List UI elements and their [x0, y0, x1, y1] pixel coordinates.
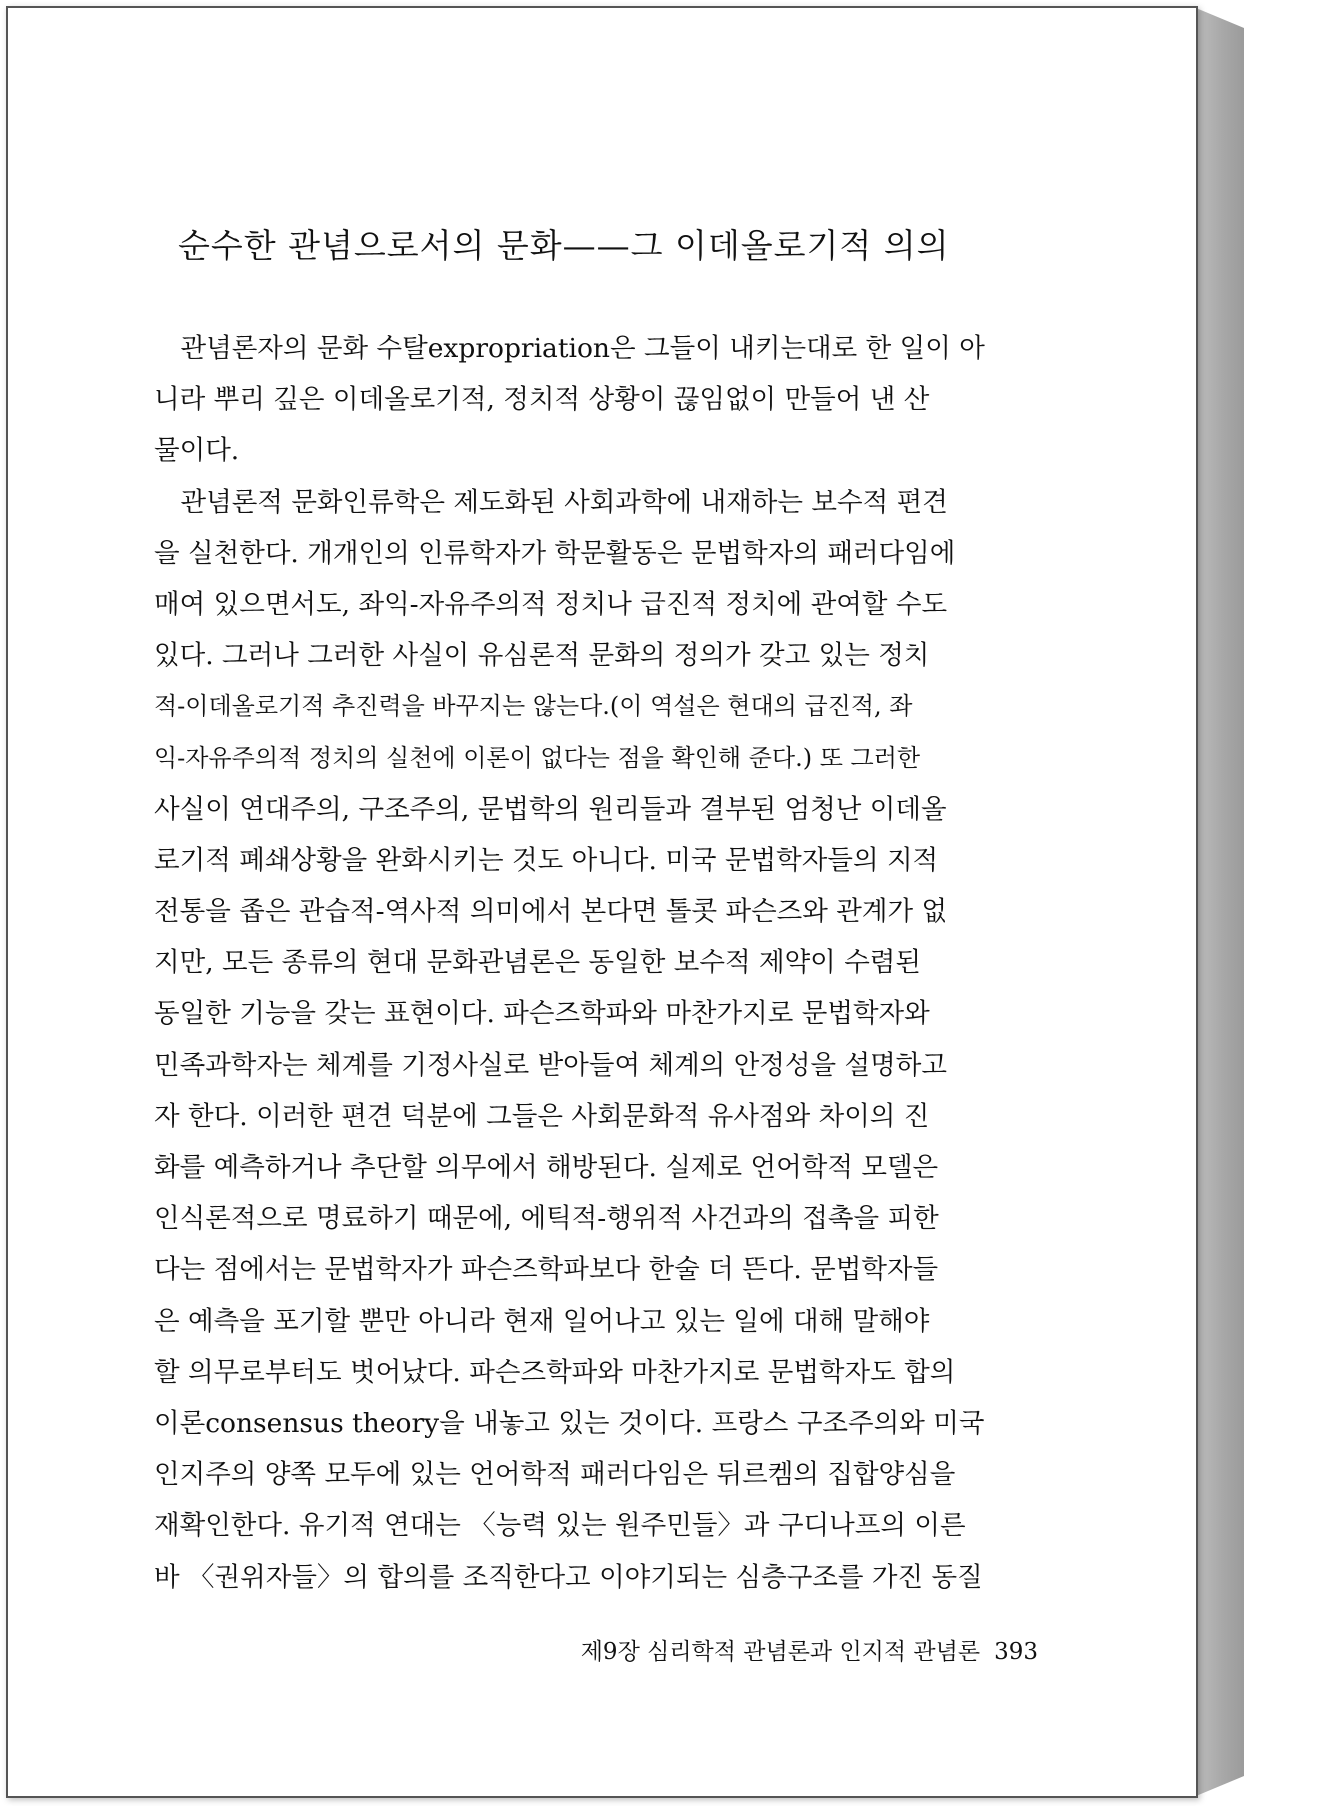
text-line: 을 실천한다. 개개인의 인류학자가 학문활동은 문법학자의 패러다임에 — [154, 537, 956, 569]
text-line: 바 〈권위자들〉의 합의를 조직한다고 이야기되는 심층구조를 가진 동질 — [154, 1561, 983, 1593]
text-line: 전통을 좁은 관습적-역사적 의미에서 본다면 톨콧 파슨즈와 관계가 없 — [154, 896, 948, 928]
text-line: 물이다. — [154, 435, 240, 467]
text-line: 지만, 모든 종류의 현대 문화관념론은 동일한 보수적 제약이 수렴된 — [154, 947, 921, 979]
section-heading: 순수한 관념으로서의 문화——그 이데올로기적 의의 — [178, 226, 950, 265]
running-head: 제9장 심리학적 관념론과 인지적 관념론 — [580, 1639, 981, 1665]
text-line: 화를 예측하거나 추단할 의무에서 해방된다. 실제로 언어학적 모델은 — [154, 1152, 939, 1183]
text-line: 자 한다. 이러한 편견 덕분에 그들은 사회문화적 유사점와 차이의 진 — [154, 1100, 930, 1132]
book-page — [6, 6, 1198, 1798]
text-line: 있다. 그러나 그러한 사실이 유심론적 문화의 정의가 갖고 있는 정치 — [154, 640, 930, 672]
text-line: 다는 점에서는 문법학자가 파슨즈학파보다 한술 더 뜬다. 문법학자들 — [154, 1254, 939, 1286]
text-line: 니라 뿌리 깊은 이데올로기적, 정치적 상황이 끊임없이 만들어 낸 산 — [154, 384, 930, 416]
text-line: 익-자유주의적 정치의 실천에 이론이 없다는 점을 확인해 준다.) 또 그러한 — [154, 743, 921, 772]
text-line: 은 예측을 포기할 뿐만 아니라 현재 일어나고 있는 일에 대해 말해야 — [154, 1305, 930, 1337]
text-line: 관념론자의 문화 수탈expropriation은 그들이 내키는대로 한 일이 아 — [154, 333, 985, 364]
page-stack-edge — [1196, 8, 1244, 1796]
body-text — [154, 323, 1058, 1603]
text-line: 인지주의 양쪽 모두에 있는 언어학적 패러다임은 뒤르켐의 집합양심을 — [154, 1459, 956, 1491]
text-line: 인식론적으로 명료하기 때문에, 에틱적-행위적 사건과의 접촉을 피한 — [154, 1203, 939, 1235]
text-line: 재확인한다. 유기적 연대는 〈능력 있는 원주민들〉과 구디나프의 이른 — [154, 1510, 966, 1542]
text-line: 동일한 기능을 갖는 표현이다. 파슨즈학파와 마찬가지로 문법학자와 — [154, 998, 930, 1030]
text-line: 이론consensus theory을 내놓고 있는 것이다. 프랑스 구조주의와 미국 — [154, 1407, 985, 1439]
text-line: 사실이 연대주의, 구조주의, 문법학의 원리들과 결부된 엄청난 이데올 — [154, 793, 947, 825]
running-footer — [508, 1633, 1038, 1666]
text-line: 적-이데올로기적 추진력을 바꾸지는 않는다.(이 역설은 현대의 급진적, 좌 — [154, 692, 913, 721]
text-line: 매여 있으면서도, 좌익-자유주의적 정치나 급진적 정치에 관여할 수도 — [154, 588, 948, 620]
text-line: 로기적 폐쇄상황을 완화시키는 것도 아니다. 미국 문법학자들의 지적 — [154, 844, 939, 876]
page-number: 393 — [994, 1639, 1038, 1665]
text-line: 관념론적 문화인류학은 제도화된 사회과학에 내재하는 보수적 편견 — [154, 486, 948, 518]
text-line: 민족과학자는 체계를 기정사실로 받아들여 체계의 안정성을 설명하고 — [154, 1049, 947, 1081]
text-line: 할 의무로부터도 벗어났다. 파슨즈학파와 마찬가지로 문법학자도 합의 — [154, 1356, 956, 1388]
